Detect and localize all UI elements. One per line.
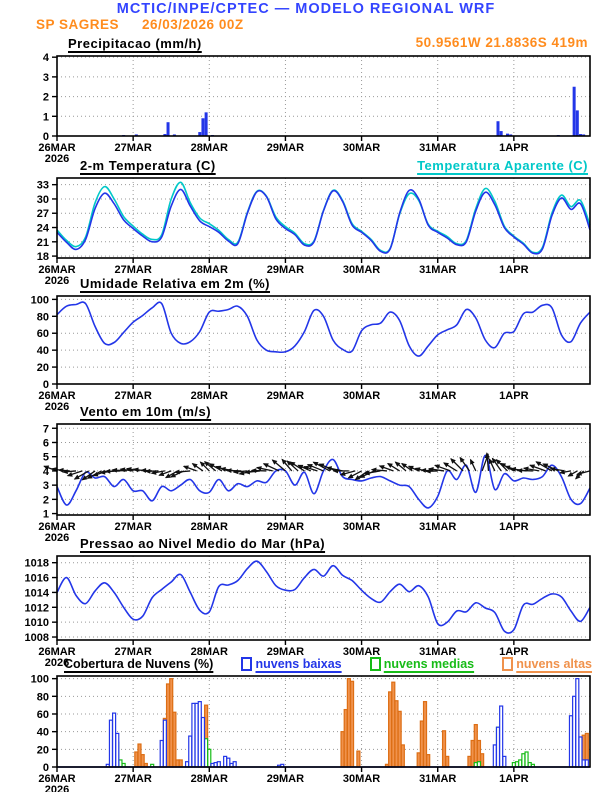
y-tick-label: 7 xyxy=(42,423,49,436)
x-tick-label: 1APR xyxy=(499,142,529,154)
axis-labels xyxy=(37,180,529,287)
y-tick-label: 4 xyxy=(42,52,49,65)
legend-nuvens-altas: nuvens altas xyxy=(502,657,592,671)
y-tick-label: 20 xyxy=(36,744,49,757)
x-tick-label: 26MAR xyxy=(38,521,76,533)
pressao-nivel-mar-line xyxy=(57,561,590,633)
axis-ticks xyxy=(52,299,514,389)
x-tick-label: 27MAR xyxy=(114,142,152,154)
axis-labels xyxy=(38,423,528,544)
panel-precip xyxy=(38,52,590,165)
panel-vento xyxy=(38,423,590,544)
legend-nuvens-baixas: nuvens baixas xyxy=(241,657,341,671)
axis-labels xyxy=(31,294,529,413)
panel-umidade xyxy=(31,294,590,413)
y-tick-label: 1008 xyxy=(24,632,49,645)
panel-title-vento: Vento em 10m (m/s) xyxy=(80,404,212,419)
x-tick-label: 1APR xyxy=(499,390,529,402)
x-tick-label: 26MAR xyxy=(38,773,76,785)
y-tick-label: 30 xyxy=(36,193,49,206)
panel-title-pressao: Pressao ao Nivel Medio do Mar (hPa) xyxy=(80,536,326,551)
y-tick-label: 1018 xyxy=(24,557,49,570)
x-tick-label: 31MAR xyxy=(419,646,457,658)
x-tick-label: 31MAR xyxy=(419,264,457,276)
x-tick-label: 26MAR xyxy=(38,646,76,658)
y-tick-label: 20 xyxy=(36,362,49,375)
x-tick-label: 30MAR xyxy=(342,521,381,533)
plot-box xyxy=(57,296,590,384)
x-tick-label: 30MAR xyxy=(342,773,381,785)
x-tick-label: 30MAR xyxy=(342,142,381,154)
panel-nuvens xyxy=(31,674,590,792)
y-tick-label: 0 xyxy=(42,762,49,774)
year-label: 2026 xyxy=(44,532,70,544)
run-datetime: 26/03/2026 00Z xyxy=(142,17,244,32)
x-tick-label: 26MAR xyxy=(38,264,76,276)
y-tick-label: 4 xyxy=(42,465,49,478)
y-tick-label: 2 xyxy=(42,494,49,507)
x-tick-label: 1APR xyxy=(499,521,529,533)
x-tick-label: 31MAR xyxy=(419,390,457,402)
y-tick-label: 1016 xyxy=(24,572,49,585)
x-tick-label: 31MAR xyxy=(419,773,457,785)
x-tick-label: 26MAR xyxy=(38,390,76,402)
x-tick-label: 28MAR xyxy=(190,390,228,402)
y-tick-label: 21 xyxy=(36,236,49,249)
axis-labels xyxy=(31,674,529,792)
year-label: 2026 xyxy=(44,153,70,165)
x-tick-label: 31MAR xyxy=(419,521,457,533)
x-tick-label: 27MAR xyxy=(114,390,152,402)
x-tick-label: 31MAR xyxy=(419,142,457,154)
axis-ticks xyxy=(52,57,514,141)
x-tick-label: 28MAR xyxy=(190,521,228,533)
y-tick-label: 100 xyxy=(30,673,49,686)
plot-box xyxy=(57,178,590,258)
temperatura-2m-line xyxy=(57,189,590,253)
year-label: 2026 xyxy=(44,275,70,287)
x-tick-label: 30MAR xyxy=(342,264,381,276)
panel-temp xyxy=(37,178,590,287)
umidade-relativa-line xyxy=(57,302,590,356)
year-label: 2026 xyxy=(44,784,70,792)
x-tick-label: 28MAR xyxy=(190,264,228,276)
x-tick-label: 27MAR xyxy=(114,521,152,533)
x-tick-label: 1APR xyxy=(499,264,529,276)
panel-title-nuvens: Cobertura de Nuvens (%) xyxy=(64,657,214,671)
precip-bars xyxy=(122,87,585,136)
x-tick-label: 29MAR xyxy=(266,390,305,402)
y-tick-label: 1012 xyxy=(24,602,49,615)
y-tick-label: 3 xyxy=(42,71,49,84)
y-tick-label: 40 xyxy=(36,345,49,358)
x-tick-label: 27MAR xyxy=(114,773,152,785)
gridlines xyxy=(57,178,590,258)
y-tick-label: 0 xyxy=(42,131,49,143)
y-tick-label: 18 xyxy=(36,251,49,264)
y-tick-label: 0 xyxy=(42,379,49,391)
x-tick-label: 28MAR xyxy=(190,142,228,154)
y-tick-label: 1010 xyxy=(24,617,49,630)
velocidade-vento-line xyxy=(57,455,590,508)
legend-nuvens-medias: nuvens medias xyxy=(370,657,474,671)
y-tick-label: 100 xyxy=(30,294,49,307)
y-tick-label: 60 xyxy=(36,328,49,341)
model-title: MCTIC/INPE/CPTEC — MODELO REGIONAL WRF xyxy=(116,1,496,17)
plot-box xyxy=(57,56,590,136)
y-tick-label: 6 xyxy=(42,437,49,450)
panel-title-umidade: Umidade Relativa em 2m (%) xyxy=(80,276,271,291)
x-tick-label: 1APR xyxy=(499,646,529,658)
y-tick-label: 2 xyxy=(42,91,49,104)
x-tick-label: 28MAR xyxy=(190,646,228,658)
year-label: 2026 xyxy=(44,657,70,669)
y-tick-label: 27 xyxy=(36,208,49,221)
x-tick-label: 30MAR xyxy=(342,646,381,658)
y-tick-label: 3 xyxy=(42,480,49,493)
station-coordinates: 50.9561W 21.8836S 419m xyxy=(415,35,588,50)
y-tick-label: 33 xyxy=(36,179,49,192)
legend-temperatura-aparente: Temperatura Aparente (C) xyxy=(417,158,588,173)
gridlines xyxy=(57,56,590,136)
station-name: SP SAGRES xyxy=(36,17,120,32)
y-tick-label: 1 xyxy=(42,111,49,124)
x-tick-label: 27MAR xyxy=(114,646,152,658)
x-tick-label: 28MAR xyxy=(190,773,228,785)
y-tick-label: 5 xyxy=(42,451,49,464)
y-tick-label: 1 xyxy=(42,508,49,521)
x-tick-label: 27MAR xyxy=(114,264,152,276)
year-label: 2026 xyxy=(44,401,70,413)
x-tick-label: 26MAR xyxy=(38,142,76,154)
gridlines xyxy=(57,556,590,640)
axis-labels xyxy=(38,52,528,165)
x-tick-label: 29MAR xyxy=(266,521,305,533)
y-tick-label: 80 xyxy=(36,311,49,324)
panel-pressao xyxy=(25,556,590,669)
panel-title-precipitacao: Precipitacao (mm/h) xyxy=(68,36,202,51)
x-tick-label: 1APR xyxy=(499,773,529,785)
gridlines xyxy=(57,296,590,384)
temperatura-aparente-line xyxy=(57,182,590,253)
y-tick-label: 60 xyxy=(36,708,49,721)
x-tick-label: 29MAR xyxy=(266,773,305,785)
y-tick-label: 80 xyxy=(36,691,49,704)
x-tick-label: 30MAR xyxy=(342,390,381,402)
x-tick-label: 29MAR xyxy=(266,646,305,658)
panel-title-temperatura: 2-m Temperatura (C) xyxy=(80,158,216,173)
axis-labels xyxy=(25,558,529,669)
y-tick-label: 40 xyxy=(36,726,49,739)
y-tick-label: 1014 xyxy=(24,587,49,600)
x-tick-label: 29MAR xyxy=(266,264,305,276)
y-tick-label: 24 xyxy=(36,222,49,235)
x-tick-label: 29MAR xyxy=(266,142,305,154)
plot-box xyxy=(57,556,590,640)
